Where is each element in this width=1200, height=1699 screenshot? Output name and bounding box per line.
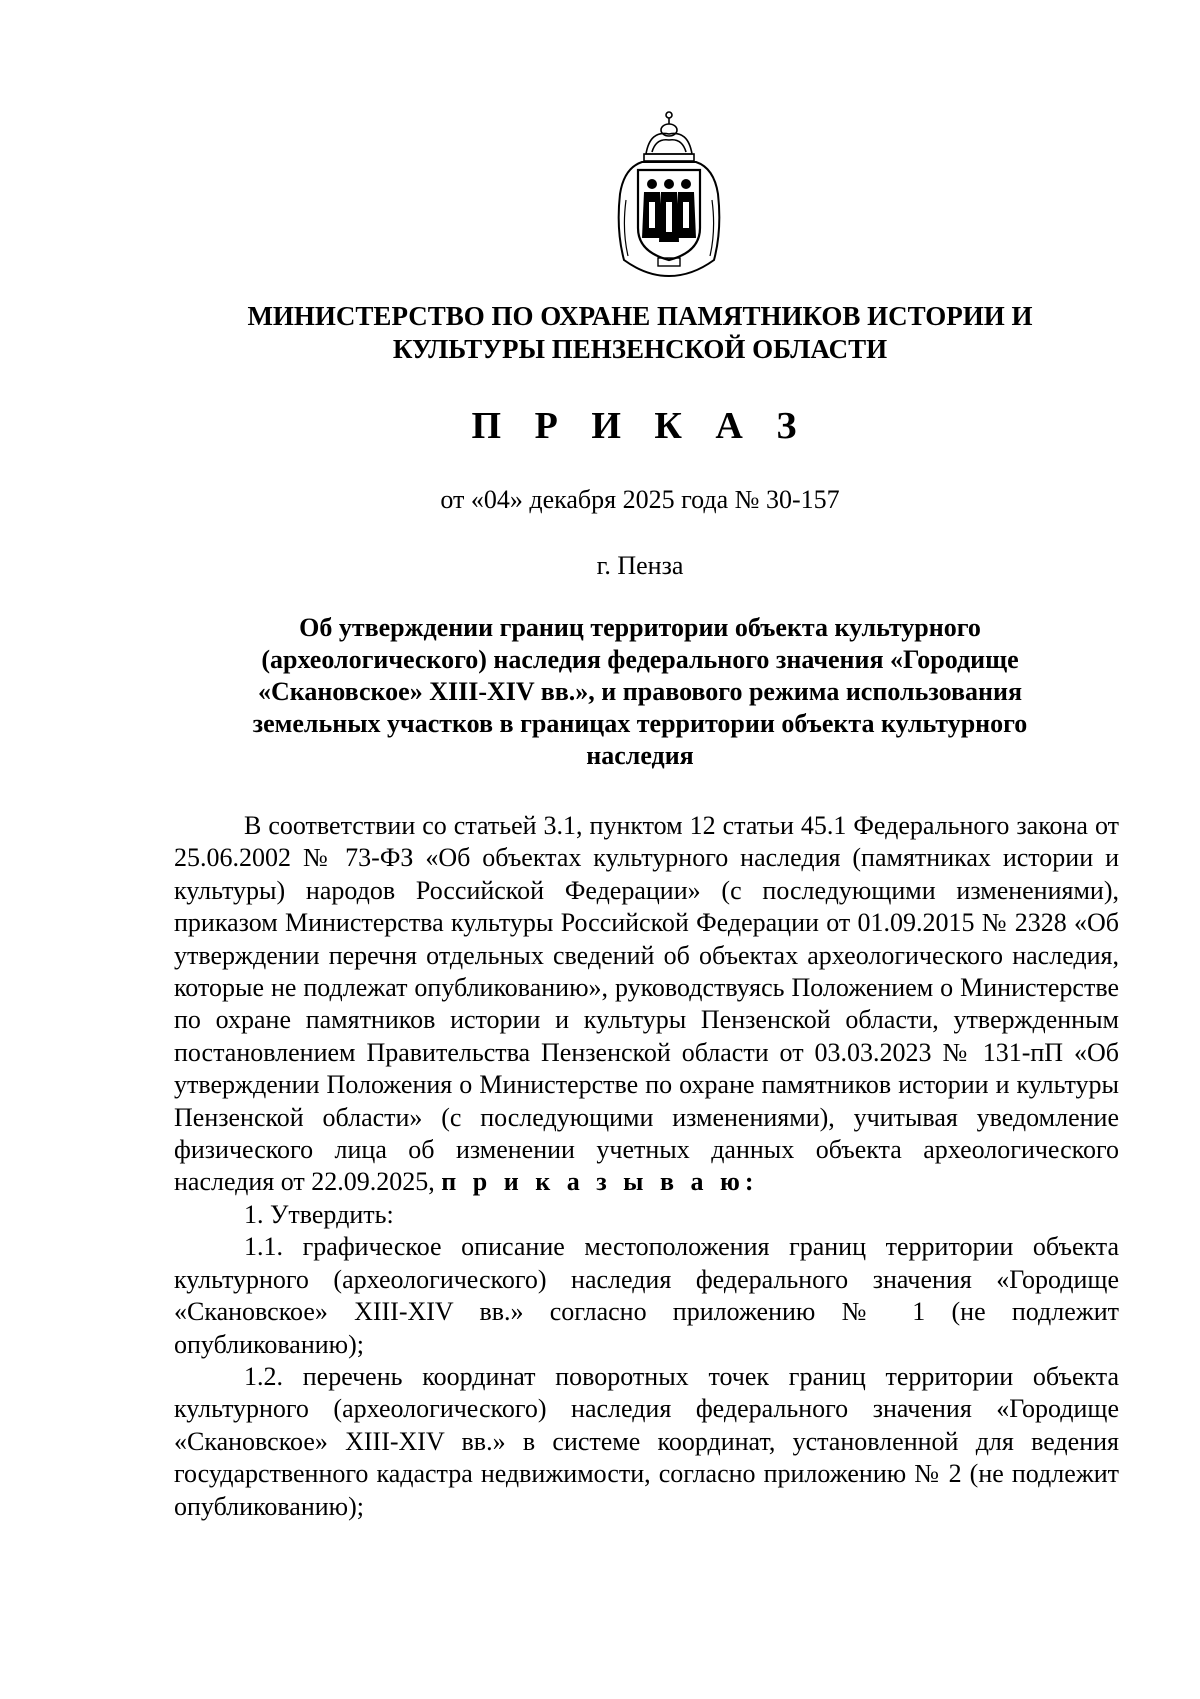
ministry-name (170, 300, 1110, 366)
order-subject (200, 612, 1080, 772)
item-1-2: 1.2. перечень координат поворотных точек границ территории объекта культурного (археологического) наследия федерального значения «Городище «Скановское» XIII-XIV вв.» в системе координат, установленной для ведения государственного кадастра недвижимости, согласно приложению № 2 (не подлежит опубликованию); (174, 1361, 1119, 1521)
order-title: П Р И К А З (471, 405, 809, 447)
ministry-line-2: КУЛЬТУРЫ ПЕНЗЕНСКОЙ ОБЛАСТИ (392, 334, 888, 364)
preamble-text: В соответствии со статьей 3.1, пунктом 12 статьи 45.1 Федерального закона от 25.06.2002 № 73-ФЗ «Об объектах культурного наследия (памятниках истории и культуры) народов Российской Федерации» (с последующими изменениями), приказом Министерства культуры Российской Федерации от 01.09.2015 № 2328 «Об утверждении перечня отдельных сведений об объектах археологического наследия, которые не подлежат опубликованию», руководствуясь Положением о Министерстве по охране памятников истории и культуры Пензенской области, утвержденным постановлением Правительства Пензенской области от 03.03.2023 № 131-пП «Об утверждении Положения о Министерстве по охране памятников истории и культуры Пензенской области» (с последующими изменениями), учитывая уведомление физического лица об изменении учетных данных объекта археологического наследия от 22.09.2025, (174, 811, 1119, 1197)
subject-line-5: наследия (586, 741, 694, 770)
order-directive: п р и к а з ы в а ю: (441, 1167, 759, 1197)
item-1: 1. Утвердить: (244, 1199, 394, 1229)
item-1-1: 1.1. графическое описание местоположения границ территории объекта культурного (археологического) наследия федерального значения «Городище «Скановское» XIII-XIV вв.» согласно приложению № 1 (не подлежит опубликованию); (174, 1232, 1119, 1359)
subject-line-3: «Скановское» XIII-XIV вв.», и правового режима использования (257, 677, 1023, 706)
order-body (174, 810, 1119, 1523)
subject-line-4: земельных участков в границах территории объекта культурного (252, 709, 1028, 738)
preamble-paragraph (174, 810, 1119, 1199)
order-city: г. Пенза (596, 551, 684, 580)
coat-of-arms-icon (616, 110, 722, 278)
subject-line-2: (археологического) наследия федерального значения «Городище (261, 645, 1019, 674)
subject-line-1: Об утверждении границ территории объекта культурного (299, 613, 981, 642)
order-date: от «04» декабря 2025 года № 30-157 (440, 485, 840, 514)
ministry-line-1: МИНИСТЕРСТВО ПО ОХРАНЕ ПАМЯТНИКОВ ИСТОРИИ И (247, 301, 1033, 331)
